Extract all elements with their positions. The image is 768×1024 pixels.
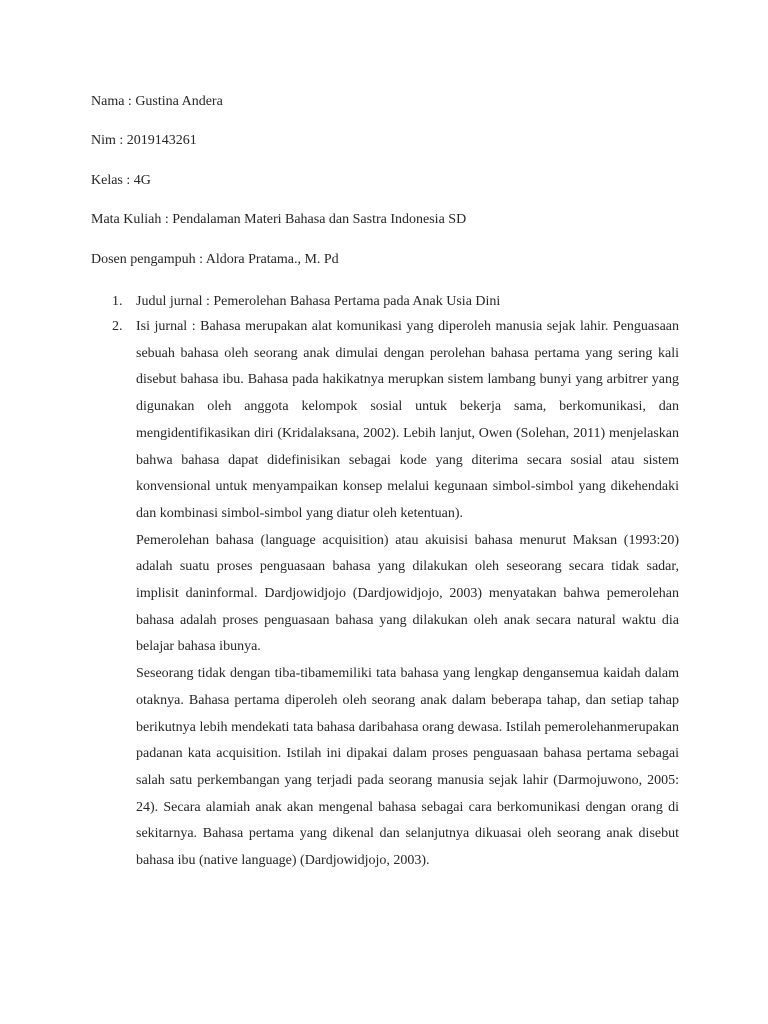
student-class: Kelas : 4G: [91, 173, 151, 188]
paragraph: Pemerolehan bahasa (language acquisition) atau akuisisi bahasa menurut Maksan (1993:20) adalah suatu proses penguasaan bahasa yang dilakukan oleh seseorang secara tidak sadar, implisit daninformal. Dardjowidjojo (Dardjowidjojo, 2003) menyatakan bahwa pemerolehan bahasa adalah proses penguasaan bahasa yang dilakukan oleh anak secara natural waktu dia belajar bahasa ibunya.: [136, 532, 679, 655]
list-item-journal-content: [0, 314, 768, 875]
list-item-body: [136, 314, 679, 875]
student-name: Nama : Gustina Andera: [91, 94, 223, 109]
list-number: 1.: [112, 294, 123, 309]
journal-list: [0, 290, 768, 875]
list-item-journal-title: [0, 290, 768, 314]
paragraph: Isi jurnal : Bahasa merupakan alat komunikasi yang diperoleh manusia sejak lahir. Penguasaan sebuah bahasa oleh seorang anak dimulai dengan perolehan bahasa pertama yang sering kali disebut bahasa ibu. Bahasa pada hakikatnya merupkan sistem lambang bunyi yang arbitrer yang digunakan oleh anggota kelompok sosial untuk bekerja sama, berkomunikasi, dan mengidentifikasikan diri (Kridalaksana, 2002). Lebih lanjut, Owen (Solehan, 2011) menjelaskan bahwa bahasa dapat didefinisikan sebagai kode yang diterima secara sosial atau sistem konvensional untuk menyampaikan konsep melalui kegunaan simbol-simbol yang dikehendaki dan kombinasi simbol-simbol yang diatur oleh ketentuan).: [136, 319, 679, 521]
lecturer-name: Dosen pengampuh : Aldora Pratama., M. Pd: [91, 252, 339, 267]
list-number: 2.: [112, 319, 123, 334]
paragraph: Seseorang tidak dengan tiba-tibamemiliki tata bahasa yang lengkap dengansemua kaidah dalam otaknya. Bahasa pertama diperoleh oleh seorang anak dalam beberapa tahap, dan setiap tahap berikutnya lebih mendekati tata bahasa daribahasa orang dewasa. Istilah pemerolehanmerupakan padanan kata acquisition. Istilah ini dipakai dalam proses penguasaan bahasa pertama sebagai salah satu perkembangan yang terjadi pada seorang manusia sejak lahir (Darmojuwono, 2005: 24). Secara alamiah anak akan mengenal bahasa sebagai cara berkomunikasi dengan orang di sekitarnya. Bahasa pertama yang dikenal dan selanjutnya dikuasai oleh seorang anak disebut bahasa ibu (native language) (Dardjowidjojo, 2003).: [136, 666, 679, 869]
student-nim: Nim : 2019143261: [91, 133, 197, 148]
list-item-body: [136, 290, 679, 314]
journal-title: Judul jurnal : Pemerolehan Bahasa Pertama pada Anak Usia Dini: [136, 294, 501, 309]
course-name: Mata Kuliah : Pendalaman Materi Bahasa dan Sastra Indonesia SD: [91, 212, 467, 227]
